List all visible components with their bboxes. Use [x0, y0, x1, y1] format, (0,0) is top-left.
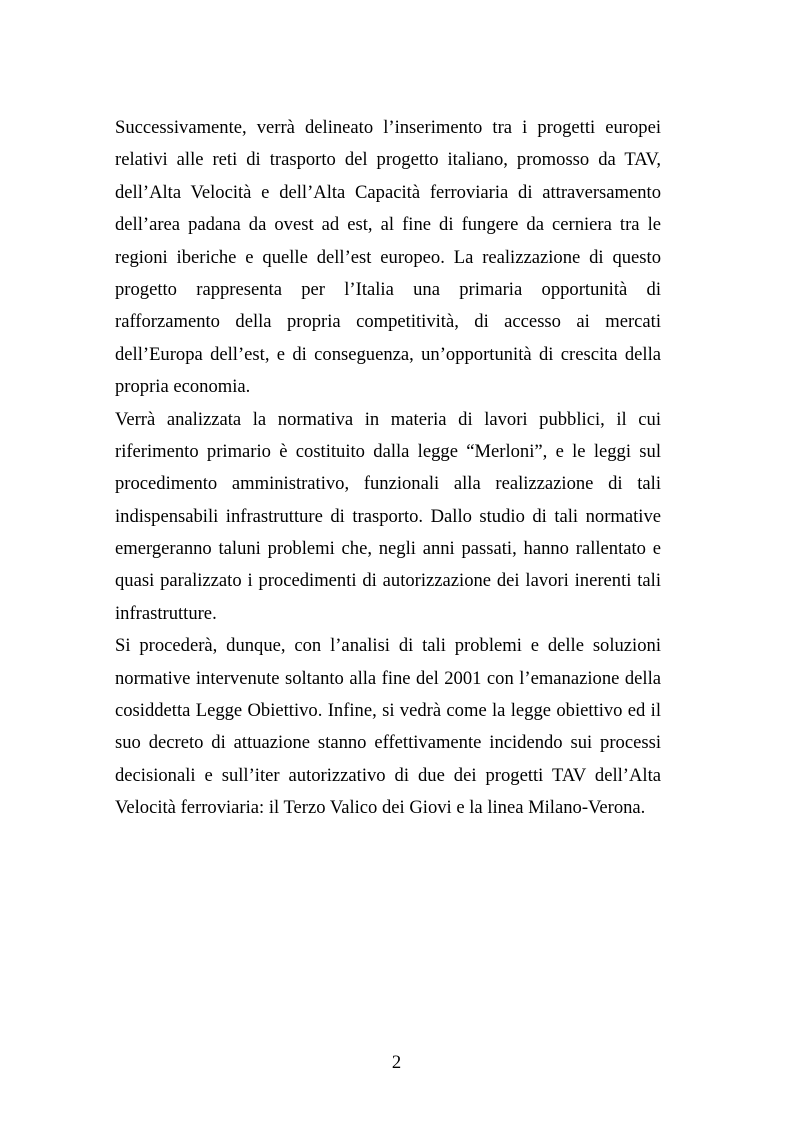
text-line: emergeranno taluni problemi che, negli anni passati, hanno rallentato e	[115, 538, 661, 560]
text-line: relativi alle reti di trasporto del progetto italiano, promosso da TAV,	[115, 149, 661, 171]
text-line: procedimento amministrativo, funzionali alla realizzazione di tali	[115, 473, 661, 495]
text-line: Velocità ferroviaria: il Terzo Valico dei Giovi e la linea Milano-Verona.	[115, 797, 646, 819]
text-line: quasi paralizzato i procedimenti di autorizzazione dei lavori inerenti tali	[115, 570, 661, 592]
text-line: propria economia.	[115, 376, 251, 398]
text-line: indispensabili infrastrutture di trasporto. Dallo studio di tali normative	[115, 505, 661, 527]
text-line: dell’area padana da ovest ad est, al fine di fungere da cerniera tra le	[115, 214, 661, 236]
page-number: 2	[391, 1052, 402, 1073]
text-line: progetto rappresenta per l’Italia una primaria opportunità di	[115, 278, 661, 300]
body-text	[115, 112, 661, 825]
paragraph-3	[115, 630, 661, 824]
text-line: infrastrutture.	[115, 602, 217, 624]
text-line: dell’Alta Velocità e dell’Alta Capacità ferroviaria di attraversamento	[115, 181, 661, 203]
paragraph-1	[115, 112, 661, 404]
text-line: suo decreto di attuazione stanno effettivamente incidendo sui processi	[115, 732, 661, 754]
text-line: dell’Europa dell’est, e di conseguenza, un’opportunità di crescita della	[115, 343, 661, 365]
text-line: normative intervenute soltanto alla fine del 2001 con l’emanazione della	[115, 667, 661, 689]
text-line: riferimento primario è costituito dalla legge “Merloni”, e le leggi sul	[115, 440, 661, 462]
paragraph-2	[115, 404, 661, 631]
text-line: Si procederà, dunque, con l’analisi di tali problemi e delle soluzioni	[115, 635, 661, 657]
text-line: Successivamente, verrà delineato l’inserimento tra i progetti europei	[115, 117, 661, 138]
text-line: Verrà analizzata la normativa in materia di lavori pubblici, il cui	[115, 408, 661, 430]
text-line: decisionali e sull’iter autorizzativo di due dei progetti TAV dell’Alta	[115, 764, 661, 786]
text-line: rafforzamento della propria competitività, di accesso ai mercati	[115, 311, 661, 333]
text-line: regioni iberiche e quelle dell’est europeo. La realizzazione di questo	[115, 246, 661, 268]
text-line: cosiddetta Legge Obiettivo. Infine, si vedrà come la legge obiettivo ed il	[115, 700, 661, 722]
